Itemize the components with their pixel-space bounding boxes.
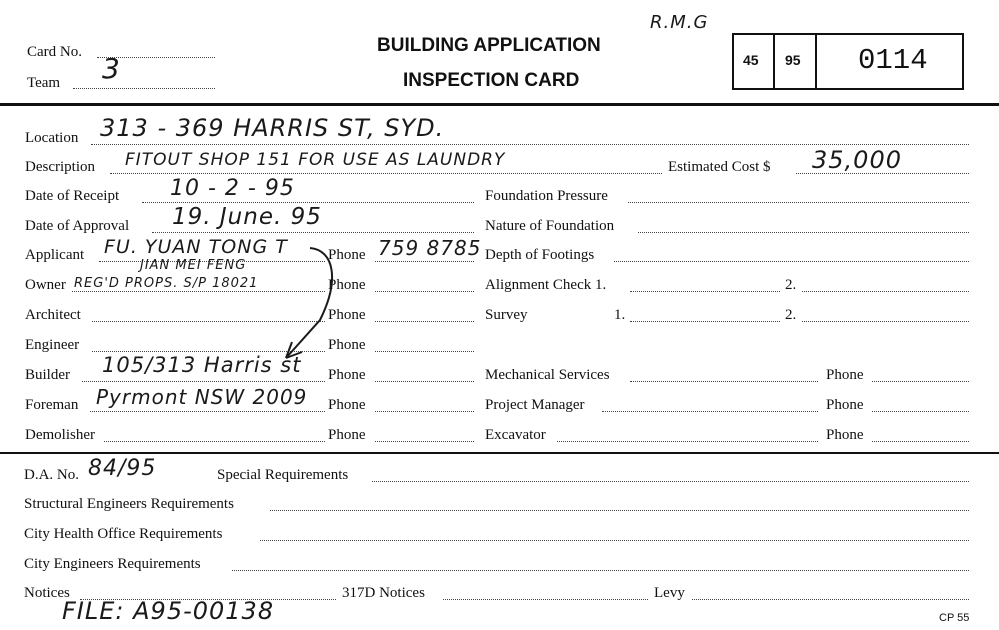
receipt-label: Date of Receipt	[25, 188, 120, 204]
levy-line	[692, 599, 969, 600]
applicant-value: FU. YUAN TONG T	[104, 236, 288, 258]
city-engineers-label: City Engineers Requirements	[24, 556, 201, 572]
structural-line	[270, 510, 969, 511]
da-no-value: 84/95	[88, 456, 157, 481]
special-requirements-label: Special Requirements	[217, 467, 349, 483]
owner-phone-label: Phone	[328, 277, 366, 293]
location-line	[91, 144, 969, 145]
handwritten-arrow-icon	[270, 240, 350, 370]
mechanical-services-label: Mechanical Services	[485, 367, 610, 383]
special-requirements-line	[372, 481, 969, 482]
foreman-value: Pyrmont NSW 2009	[96, 385, 308, 409]
owner-value: REG'D PROPS. S/P 18021	[74, 276, 259, 291]
description-value: FITOUT SHOP 151 FOR USE AS LAUNDRY	[125, 150, 506, 170]
mechanical-services-line	[630, 381, 818, 382]
ref-divider-2	[815, 33, 817, 90]
reference-box	[732, 33, 964, 90]
project-manager-line	[602, 411, 818, 412]
architect-phone-line	[375, 321, 474, 322]
structural-label: Structural Engineers Requirements	[24, 496, 234, 512]
ref-number: 0114	[858, 44, 928, 77]
nature-foundation-label: Nature of Foundation	[485, 218, 615, 234]
demolisher-phone-label: Phone	[328, 427, 366, 443]
builder-value: 105/313 Harris st	[102, 353, 302, 377]
header-rule	[0, 103, 999, 106]
owner-phone-line	[375, 291, 474, 292]
project-manager-label: Project Manager	[485, 397, 585, 413]
demolisher-phone-line	[375, 441, 474, 442]
da-no-label: D.A. No.	[24, 467, 79, 483]
file-note: FILE: A95-00138	[62, 597, 275, 625]
survey-two: 2.	[785, 307, 797, 323]
health-line	[260, 540, 969, 541]
demolisher-line	[104, 441, 325, 442]
mechanical-phone-label: Phone	[826, 367, 864, 383]
ref-a: 45	[743, 52, 759, 68]
levy-label: Levy	[654, 585, 685, 601]
project-manager-phone-line	[872, 411, 969, 412]
survey-line-2	[802, 321, 969, 322]
engineer-label: Engineer	[25, 337, 80, 353]
alignment-check-line-1	[630, 291, 780, 292]
foreman-phone-label: Phone	[328, 397, 366, 413]
excavator-phone-label: Phone	[826, 427, 864, 443]
excavator-label: Excavator	[485, 427, 546, 443]
approval-line	[152, 232, 474, 233]
notices-label: Notices	[24, 585, 70, 601]
health-label: City Health Office Requirements	[24, 526, 223, 542]
title-line-1: BUILDING APPLICATION	[377, 35, 601, 56]
foreman-phone-line	[375, 411, 474, 412]
notices-317d-label: 317D Notices	[342, 585, 425, 601]
title-line-2: INSPECTION CARD	[403, 70, 580, 91]
architect-label: Architect	[25, 307, 81, 323]
location-value: 313 - 369 HARRIS ST, SYD.	[100, 114, 445, 142]
depth-footings-label: Depth of Footings	[485, 247, 595, 263]
excavator-phone-line	[872, 441, 969, 442]
foundation-pressure-line	[628, 202, 969, 203]
builder-line	[82, 381, 325, 382]
foundation-pressure-label: Foundation Pressure	[485, 188, 608, 204]
ref-divider-1	[773, 33, 775, 90]
survey-label: Survey	[485, 307, 528, 323]
applicant-phone-line	[375, 261, 474, 262]
alignment-check-line-2	[802, 291, 969, 292]
builder-phone-line	[375, 381, 474, 382]
description-label: Description	[25, 159, 95, 175]
nature-foundation-line	[638, 232, 969, 233]
engineer-phone-label: Phone	[328, 337, 366, 353]
approval-label: Date of Approval	[25, 218, 130, 234]
form-code: CP 55	[939, 612, 970, 624]
engineer-phone-line	[375, 351, 474, 352]
alignment-check-label: Alignment Check 1.	[485, 277, 607, 293]
owner-label: Owner	[25, 277, 66, 293]
architect-phone-label: Phone	[328, 307, 366, 323]
survey-line-1	[630, 321, 780, 322]
estimated-cost-value: 35,000	[812, 146, 902, 174]
applicant-label: Applicant	[25, 247, 85, 263]
project-manager-phone-label: Phone	[826, 397, 864, 413]
ref-b: 95	[785, 52, 801, 68]
alignment-two: 2.	[785, 277, 797, 293]
approval-value: 19. June. 95	[172, 204, 322, 230]
survey-one: 1.	[614, 307, 626, 323]
applicant-value-2: JIAN MEI FENG	[140, 258, 247, 273]
mechanical-phone-line	[872, 381, 969, 382]
team-label: Team	[27, 75, 61, 91]
applicant-phone-value: 759 8785	[378, 236, 482, 260]
receipt-value: 10 - 2 - 95	[170, 176, 295, 201]
middle-rule	[0, 452, 999, 454]
foreman-label: Foreman	[25, 397, 79, 413]
depth-footings-line	[614, 261, 969, 262]
initials: R.M.G	[650, 12, 709, 33]
excavator-line	[557, 441, 818, 442]
card-no-label: Card No.	[27, 44, 82, 60]
receipt-line	[142, 202, 474, 203]
location-label: Location	[25, 130, 79, 146]
description-line	[110, 173, 662, 174]
estimated-cost-label: Estimated Cost $	[668, 159, 771, 175]
team-value: 3	[102, 52, 121, 85]
builder-label: Builder	[25, 367, 70, 383]
applicant-phone-label: Phone	[328, 247, 366, 263]
city-engineers-line	[232, 570, 969, 571]
notices-317d-line	[443, 599, 648, 600]
builder-phone-label: Phone	[328, 367, 366, 383]
foreman-line	[90, 411, 325, 412]
team-line	[73, 88, 215, 89]
demolisher-label: Demolisher	[25, 427, 95, 443]
